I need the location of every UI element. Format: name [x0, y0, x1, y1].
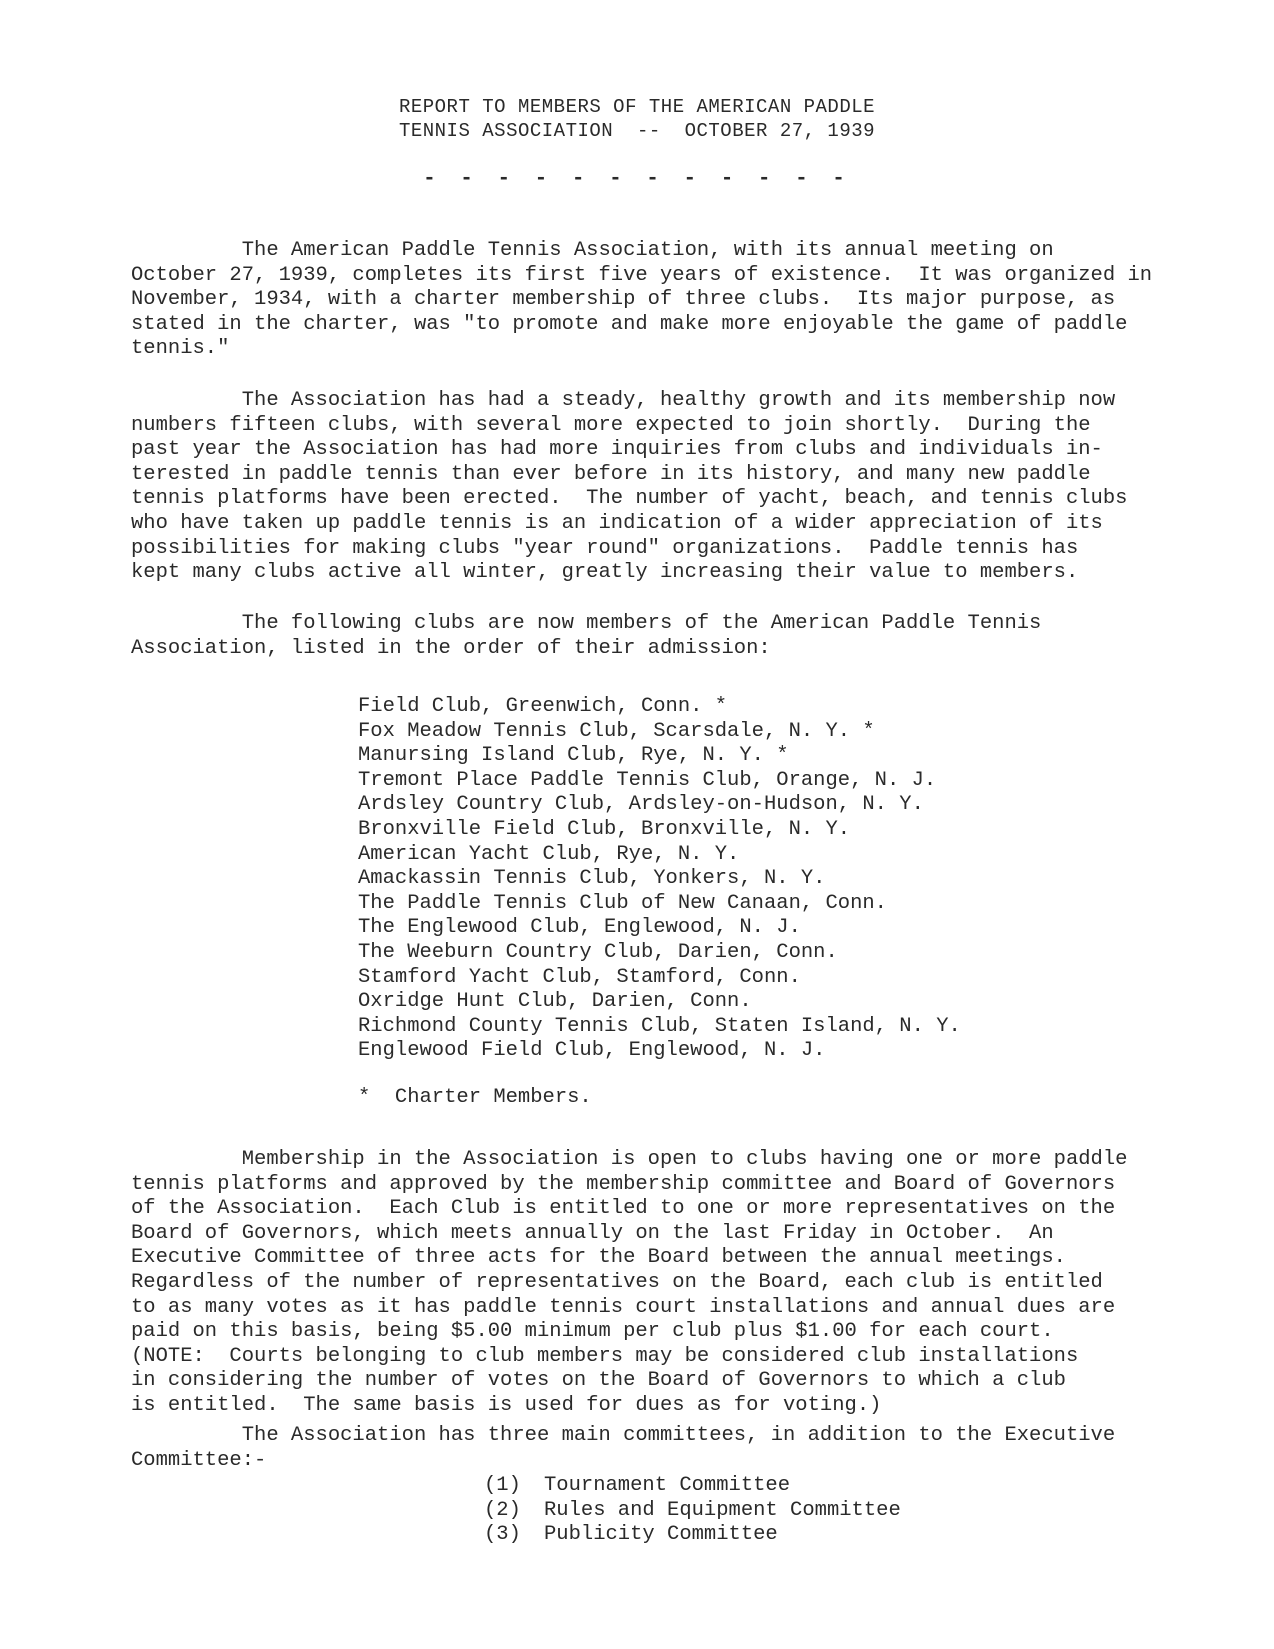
paragraph-line: to as many votes as it has paddle tennis court installations and annual dues are	[131, 1295, 1116, 1319]
paragraph-line: Board of Governors, which meets annually on the last Friday in October. An	[131, 1221, 1054, 1245]
member-clubs-list	[358, 695, 961, 1064]
committee-number: (3)	[484, 1523, 521, 1547]
paragraph-line: tennis."	[131, 337, 230, 361]
committee-name: Rules and Equipment Committee	[544, 1498, 901, 1522]
list-item: Stamford Yacht Club, Stamford, Conn.	[358, 965, 801, 989]
paragraph-line: (NOTE: Courts belonging to club members may be considered club installations	[131, 1344, 1079, 1368]
list-item: Richmond County Tennis Club, Staten Island, N. Y.	[358, 1014, 961, 1038]
paragraph-line: possibilities for making clubs "year round" organizations. Paddle tennis has	[131, 536, 1079, 560]
committees-list	[484, 1474, 901, 1548]
paragraph-line: Committee:-	[131, 1448, 267, 1472]
list-item: Ardsley Country Club, Ardsley-on-Hudson, N. Y.	[358, 793, 924, 817]
committee-number: (2)	[484, 1498, 521, 1522]
paragraph-line: past year the Association has had more inquiries from clubs and individuals in-	[131, 438, 1103, 462]
paragraph-intro	[131, 239, 1152, 362]
paragraph-membership	[131, 1148, 1127, 1419]
paragraph-line: November, 1934, with a charter membership of three clubs. Its major purpose, as	[131, 288, 1116, 312]
paragraph-line: is entitled. The same basis is used for dues as for voting.)	[131, 1393, 882, 1417]
paragraph-line: The following clubs are now members of the American Paddle Tennis	[131, 612, 1042, 635]
title-separator: - - - - - - - - - - - -	[423, 168, 851, 191]
committee-name: Tournament Committee	[544, 1474, 791, 1497]
paragraph-line: October 27, 1939, completes its first five years of existence. It was organized in	[131, 263, 1153, 287]
paragraph-line: Executive Committee of three acts for the Board between the annual meetings.	[131, 1246, 1066, 1270]
list-item: American Yacht Club, Rye, N. Y.	[358, 842, 740, 866]
paragraph-line: tennis platforms have been erected. The number of yacht, beach, and tennis clubs	[131, 487, 1128, 511]
paragraph-line: of the Association. Each Club is entitled to one or more representatives on the	[131, 1197, 1116, 1221]
charter-members-note: * Charter Members.	[358, 1086, 592, 1109]
paragraph-line: The Association has had a steady, healthy growth and its membership now	[131, 389, 1116, 412]
committee-number: (1)	[484, 1474, 521, 1497]
paragraph-clubs-intro	[131, 612, 1041, 661]
list-item: Fox Meadow Tennis Club, Scarsdale, N. Y. *	[358, 719, 875, 743]
paragraph-line: stated in the charter, was "to promote and make more enjoyable the game of paddle	[131, 312, 1128, 336]
paragraph-line: The American Paddle Tennis Association, with its annual meeting on	[131, 239, 1054, 262]
report-title-line-1: REPORT TO MEMBERS OF THE AMERICAN PADDLE	[398, 96, 876, 118]
paragraph-line: who have taken up paddle tennis is an indication of a wider appreciation of its	[131, 511, 1103, 535]
paragraph-line: The Association has three main committees, in addition to the Executive	[131, 1424, 1116, 1447]
list-item: Bronxville Field Club, Bronxville, N. Y.	[358, 817, 851, 841]
list-item: Amackassin Tennis Club, Yonkers, N. Y.	[358, 867, 826, 891]
paragraph-line: numbers fifteen clubs, with several more expected to join shortly. During the	[131, 413, 1091, 437]
list-item: The Weeburn Country Club, Darien, Conn.	[358, 940, 838, 964]
list-item: Tremont Place Paddle Tennis Club, Orange, N. J.	[358, 768, 937, 792]
list-item: Field Club, Greenwich, Conn. *	[358, 695, 728, 718]
list-item: The Englewood Club, Englewood, N. J.	[358, 916, 801, 940]
paragraph-line: Association, listed in the order of their admission:	[131, 636, 771, 660]
list-item	[484, 1499, 901, 1524]
paragraph-line: terested in paddle tennis than ever before in its history, and many new paddle	[131, 462, 1091, 486]
paragraph-committees-intro	[131, 1424, 1115, 1473]
paragraph-line: in considering the number of votes on the Board of Governors to which a club	[131, 1369, 1066, 1393]
report-title-line-2: TENNIS ASSOCIATION -- OCTOBER 27, 1939	[398, 120, 876, 142]
list-item: Oxridge Hunt Club, Darien, Conn.	[358, 990, 752, 1014]
list-item: Manursing Island Club, Rye, N. Y. *	[358, 744, 789, 768]
committee-name: Publicity Committee	[544, 1523, 778, 1547]
list-item	[484, 1474, 901, 1499]
paragraph-line: paid on this basis, being $5.00 minimum per club plus $1.00 for each court.	[131, 1320, 1054, 1344]
paragraph-line: Membership in the Association is open to clubs having one or more paddle	[131, 1148, 1128, 1171]
paragraph-line: Regardless of the number of representatives on the Board, each club is entitled	[131, 1270, 1103, 1294]
list-item: The Paddle Tennis Club of New Canaan, Conn.	[358, 891, 887, 915]
paragraph-line: tennis platforms and approved by the membership committee and Board of Governors	[131, 1172, 1116, 1196]
paragraph-line: kept many clubs active all winter, greatly increasing their value to members.	[131, 561, 1079, 585]
paragraph-growth	[131, 389, 1127, 586]
list-item	[484, 1523, 901, 1548]
list-item: Englewood Field Club, Englewood, N. J.	[358, 1039, 826, 1063]
